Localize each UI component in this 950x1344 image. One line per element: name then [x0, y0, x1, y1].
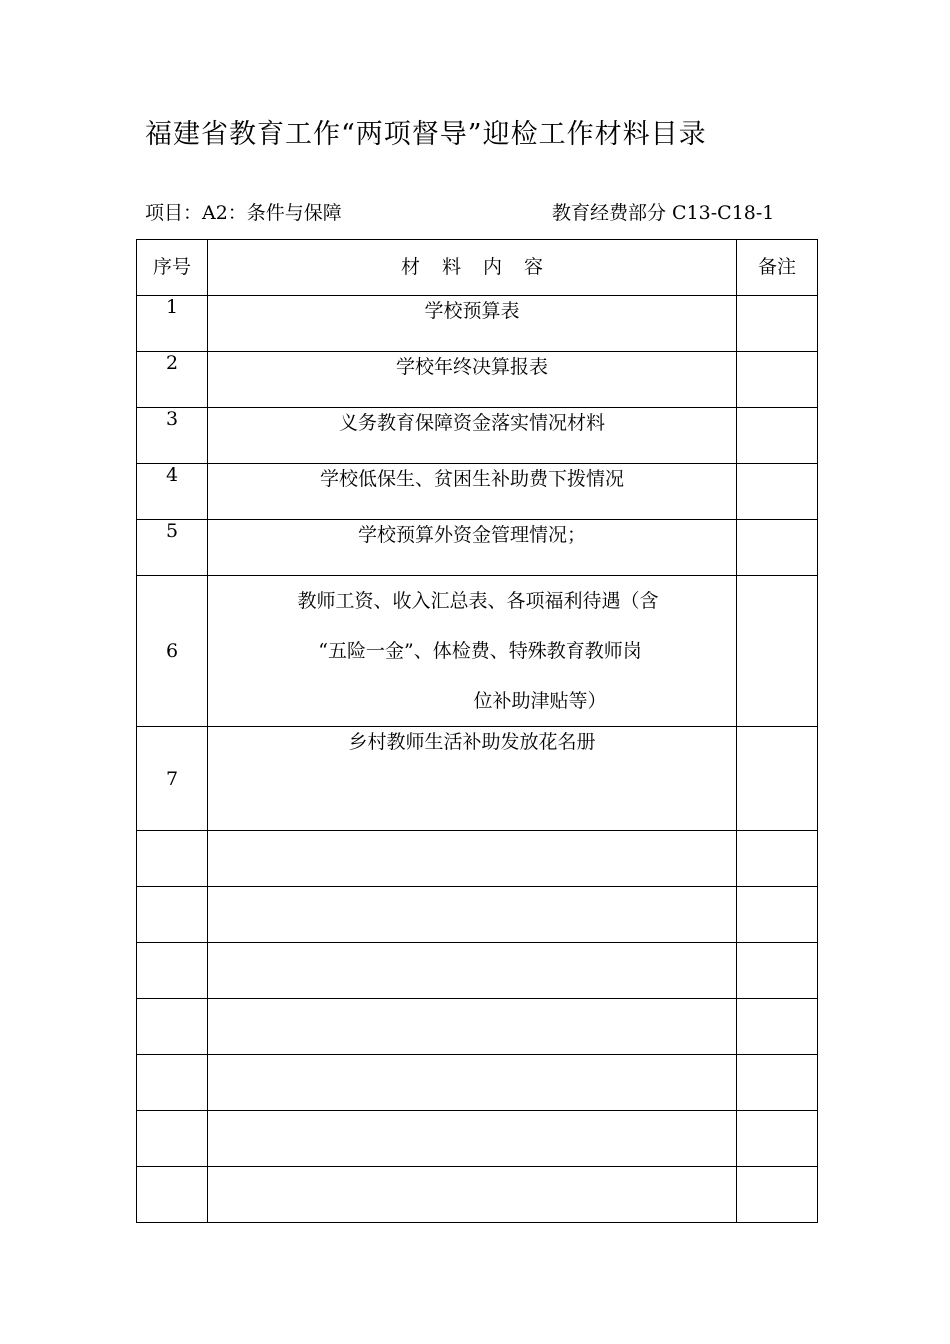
row-content: 乡村教师生活补助发放花名册: [208, 727, 737, 831]
table-row: [137, 464, 818, 520]
row-content: 学校预算外资金管理情况；: [208, 520, 737, 576]
row-no: 6: [137, 576, 208, 727]
empty-cell: [737, 1055, 818, 1111]
empty-cell: [208, 831, 737, 887]
row-note: [737, 296, 818, 352]
materials-table: [136, 239, 818, 1223]
empty-cell: [137, 1167, 208, 1223]
row-note: [737, 520, 818, 576]
table-row: [137, 576, 818, 727]
empty-cell: [137, 999, 208, 1055]
row-no: 4: [137, 464, 208, 520]
row-no: 2: [137, 352, 208, 408]
row-no: 3: [137, 408, 208, 464]
empty-cell: [737, 999, 818, 1055]
row-no: 1: [137, 296, 208, 352]
empty-cell: [137, 1055, 208, 1111]
empty-cell: [737, 887, 818, 943]
row-content: 义务教育保障资金落实情况材料: [208, 408, 737, 464]
row-note: [737, 464, 818, 520]
empty-row: [137, 943, 818, 999]
empty-row: [137, 887, 818, 943]
row-content: 学校预算表: [208, 296, 737, 352]
empty-cell: [137, 1111, 208, 1167]
empty-row: [137, 1055, 818, 1111]
empty-row: [137, 1111, 818, 1167]
empty-cell: [208, 1167, 737, 1223]
section-label: 教育经费部分 C13-C18-1: [552, 202, 775, 224]
row-content: [208, 576, 737, 727]
empty-cell: [208, 1111, 737, 1167]
empty-cell: [208, 887, 737, 943]
empty-cell: [208, 1055, 737, 1111]
row-content-line: 位补助津贴等）: [473, 690, 607, 712]
empty-cell: [737, 1167, 818, 1223]
empty-cell: [737, 943, 818, 999]
table-row: [137, 727, 818, 831]
row-no: 7: [137, 727, 208, 831]
row-note: [737, 576, 818, 727]
header-content-label: 材料内容: [400, 256, 565, 278]
row-note: [737, 727, 818, 831]
empty-row: [137, 999, 818, 1055]
empty-row: [137, 1167, 818, 1223]
row-note: [737, 352, 818, 408]
empty-cell: [737, 1111, 818, 1167]
empty-cell: [737, 831, 818, 887]
header-content: [208, 240, 737, 296]
document-title: 福建省教育工作“两项督导”迎检工作材料目录: [145, 119, 707, 150]
header-no: 序号: [137, 240, 208, 296]
header-note: 备注: [737, 240, 818, 296]
table-row: [137, 408, 818, 464]
table-row: [137, 520, 818, 576]
empty-cell: [137, 831, 208, 887]
empty-cell: [208, 999, 737, 1055]
row-content-line: “五险一金”、体检费、特殊教育教师岗: [318, 640, 642, 662]
empty-cell: [137, 943, 208, 999]
row-content: 学校低保生、贫困生补助费下拨情况: [208, 464, 737, 520]
empty-cell: [208, 943, 737, 999]
empty-row: [137, 831, 818, 887]
table-row: [137, 296, 818, 352]
row-no: 5: [137, 520, 208, 576]
table-header-row: [137, 240, 818, 296]
table-row: [137, 352, 818, 408]
row-content-line: 教师工资、收入汇总表、各项福利待遇（含: [297, 590, 659, 612]
row-note: [737, 408, 818, 464]
project-label: 项目：A2：条件与保障: [145, 202, 342, 224]
row-content: 学校年终决算报表: [208, 352, 737, 408]
empty-cell: [137, 887, 208, 943]
